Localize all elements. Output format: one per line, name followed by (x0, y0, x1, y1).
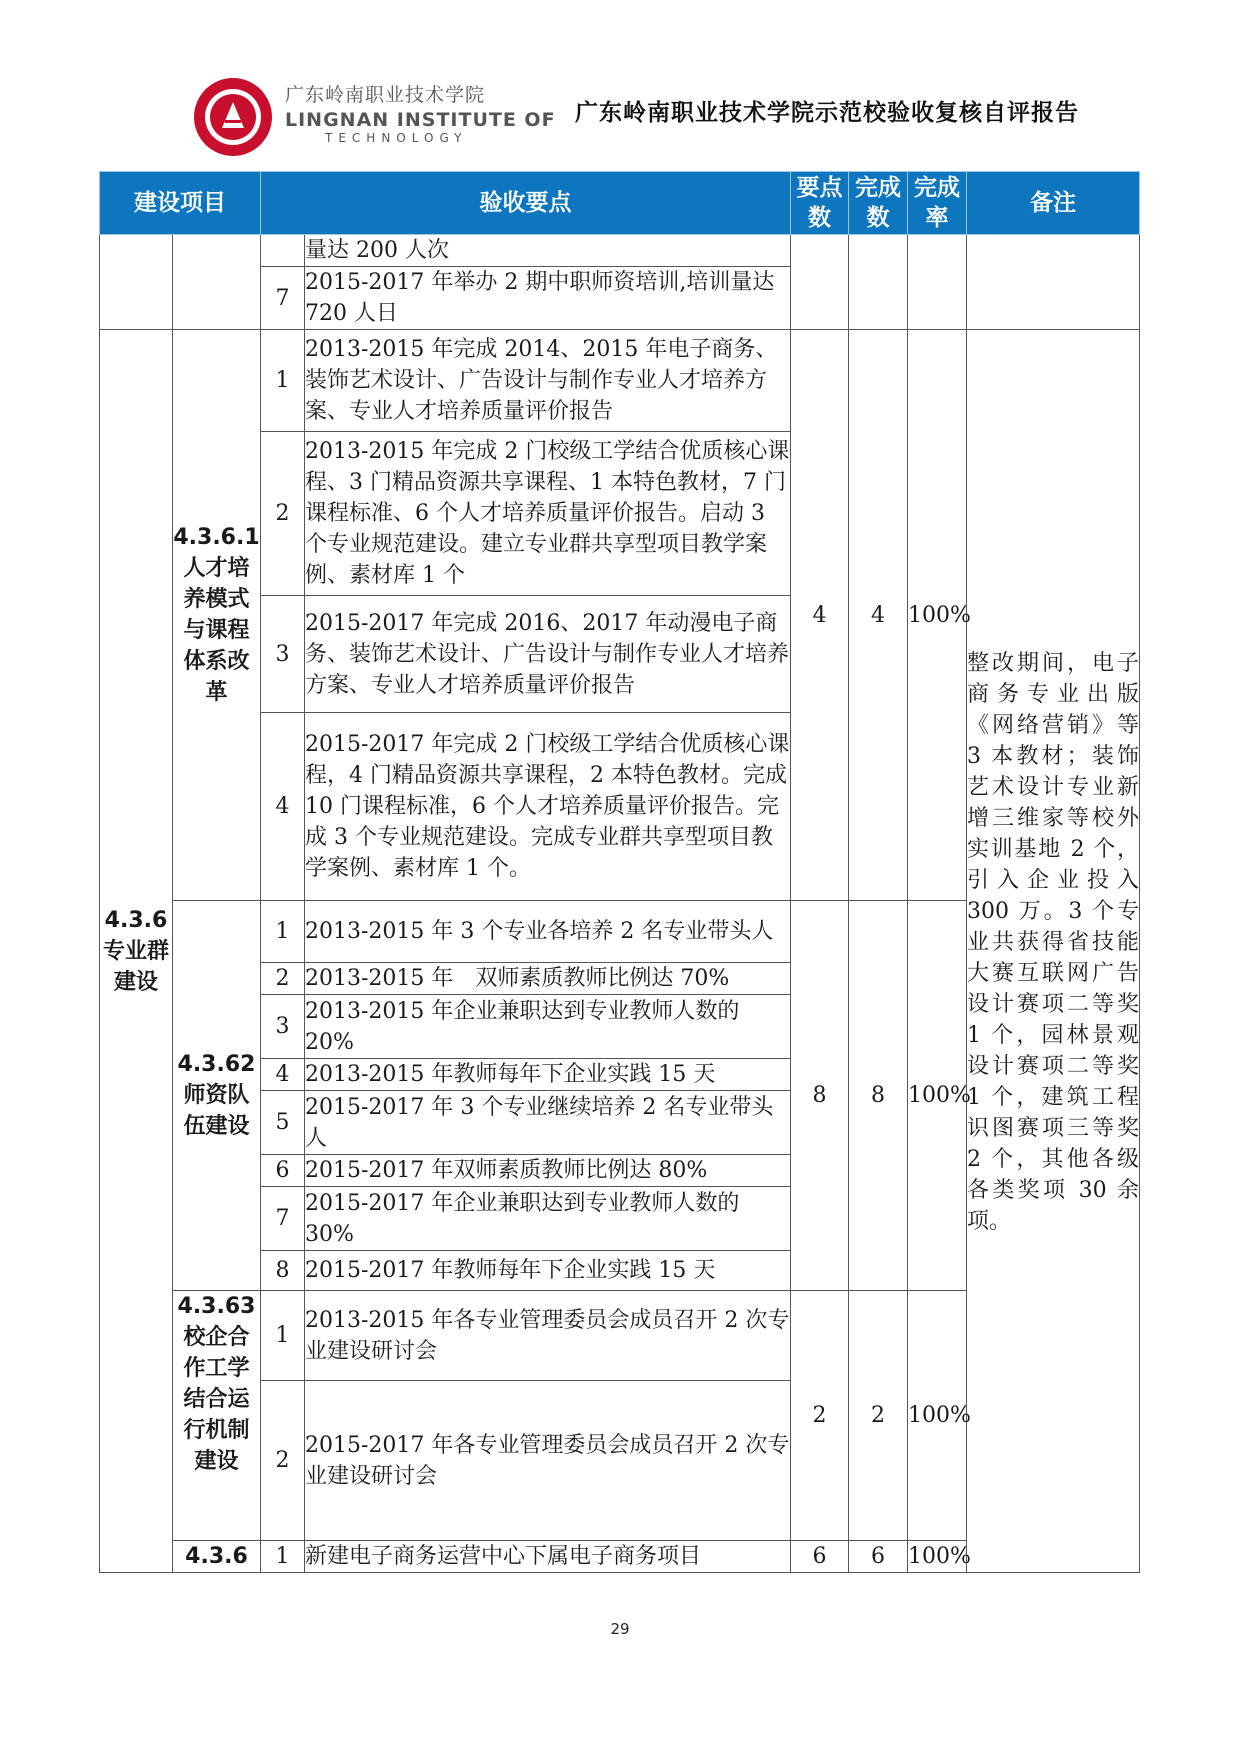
completed-count: 6 (849, 1541, 908, 1573)
remark-text: 整改期间，电子商务专业出版《网络营销》等 3 本教材；装饰艺术设计专业新增三维家等校外实训基地 2 个，引入企业投入 300 万。3 个专业共获得省技能大赛互联网广告设计赛项二等奖 1 个，园林景观设计赛项二等奖 1 个，建筑工程识图赛项三等奖 2 个，其他各级各类奖项 30 余项。 (967, 651, 1139, 1234)
logo-english-name: LINGNAN INSTITUTE OF (285, 109, 556, 131)
item-number: 7 (261, 267, 305, 330)
empty-cell (908, 235, 967, 330)
logo-english-subname: TECHNOLOGY (325, 131, 468, 145)
subproject-label: 4.3.6 (173, 1541, 261, 1573)
requirement-text: 2015-2017 年 3 个专业继续培养 2 名专业带头人 (305, 1091, 791, 1155)
requirement-text: 2013-2015 年完成 2 门校级工学结合优质核心课程、3 门精品资源共享课程、1 本特色教材，7 门课程标准、6 个人才培养质量评价报告。启动 3 个专业规范建设。建立专业群共享型项目教学案例、素材库 1 个 (305, 432, 791, 596)
header-project: 建设项目 (100, 172, 261, 235)
table-row (100, 330, 1140, 432)
completed-count: 8 (849, 901, 908, 1291)
item-number: 2 (261, 1381, 305, 1541)
requirement-text: 2013-2015 年教师每年下企业实践 15 天 (305, 1059, 791, 1091)
table-row (100, 235, 1140, 267)
requirement-text: 新建电子商务运营中心下属电子商务项目 (305, 1541, 791, 1573)
requirement-text: 2013-2015 年 双师素质教师比例达 70% (305, 963, 791, 995)
header-requirements: 验收要点 (261, 172, 791, 235)
empty-cell (967, 235, 1140, 330)
empty-cell (791, 235, 849, 330)
item-number (261, 235, 305, 267)
completion-rate: 100% (908, 901, 967, 1291)
requirement-text: 2015-2017 年完成 2 门校级工学结合优质核心课程，4 门精品资源共享课程，2 本特色教材。完成 10 门课程标准，6 个人才培养质量评价报告。完成 3 个专业规范建设。完成专业群共享型项目教学案例、素材库 1 个。 (305, 713, 791, 901)
header-points: 要点数 (791, 172, 849, 235)
completion-rate: 100% (908, 1541, 967, 1573)
points-count: 8 (791, 901, 849, 1291)
completed-count: 4 (849, 330, 908, 901)
requirement-text: 2015-2017 年企业兼职达到专业教师人数的 30% (305, 1187, 791, 1251)
requirement-text: 2013-2015 年各专业管理委员会成员召开 2 次专业建设研讨会 (305, 1291, 791, 1381)
empty-cell (173, 235, 261, 330)
requirement-text: 2013-2015 年 3 个专业各培养 2 名专业带头人 (305, 901, 791, 963)
item-number: 1 (261, 1291, 305, 1381)
item-number: 6 (261, 1155, 305, 1187)
item-number: 1 (261, 1541, 305, 1573)
empty-cell (100, 235, 173, 330)
item-number: 4 (261, 713, 305, 901)
item-number: 1 (261, 901, 305, 963)
table-header-row (100, 172, 1140, 235)
requirement-text: 2013-2015 年企业兼职达到专业教师人数的 20% (305, 995, 791, 1059)
requirement-text: 量达 200 人次 (305, 235, 791, 267)
subproject-label: 4.3.6.1人才培养模式与课程体系改革 (173, 330, 261, 901)
subproject-label: 4.3.62师资队伍建设 (173, 901, 261, 1291)
item-number: 2 (261, 432, 305, 596)
report-title: 广东岭南职业技术学院示范校验收复核自评报告 (575, 100, 1079, 126)
requirement-text: 2015-2017 年完成 2016、2017 年动漫电子商务、装饰艺术设计、广告设计与制作专业人才培养方案、专业人才培养质量评价报告 (305, 596, 791, 713)
points-count: 6 (791, 1541, 849, 1573)
institution-logo-text (285, 80, 556, 145)
page-number: 29 (610, 1620, 630, 1638)
requirement-text: 2015-2017 年各专业管理委员会成员召开 2 次专业建设研讨会 (305, 1381, 791, 1541)
empty-cell (849, 235, 908, 330)
item-number: 3 (261, 596, 305, 713)
acceptance-table (99, 171, 1140, 1573)
item-number: 1 (261, 330, 305, 432)
lingnan-seal-logo (192, 76, 274, 158)
points-count: 4 (791, 330, 849, 901)
requirement-text: 2013-2015 年完成 2014、2015 年电子商务、装饰艺术设计、广告设计与制作专业人才培养方案、专业人才培养质量评价报告 (305, 330, 791, 432)
points-count: 2 (791, 1291, 849, 1541)
item-number: 5 (261, 1091, 305, 1155)
requirement-text: 2015-2017 年举办 2 期中职师资培训,培训量达 720 人日 (305, 267, 791, 330)
header-remarks: 备注 (967, 172, 1140, 235)
subproject-label: 4.3.63校企合作工学结合运行机制建设 (173, 1291, 261, 1541)
requirement-text: 2015-2017 年教师每年下企业实践 15 天 (305, 1251, 791, 1291)
header-completed: 完成数 (849, 172, 908, 235)
page-header (0, 0, 1240, 160)
item-number: 3 (261, 995, 305, 1059)
completed-count: 2 (849, 1291, 908, 1541)
item-number: 2 (261, 963, 305, 995)
remark-cell (967, 330, 1140, 1573)
requirement-text: 2015-2017 年双师素质教师比例达 80% (305, 1155, 791, 1187)
completion-rate: 100% (908, 1291, 967, 1541)
item-number: 8 (261, 1251, 305, 1291)
logo-chinese-name: 广东岭南职业技术学院 (285, 84, 486, 106)
completion-rate: 100% (908, 330, 967, 901)
header-rate: 完成率 (908, 172, 967, 235)
item-number: 7 (261, 1187, 305, 1251)
item-number: 4 (261, 1059, 305, 1091)
main-project-label: 4.3.6专业群建设 (100, 330, 173, 1573)
